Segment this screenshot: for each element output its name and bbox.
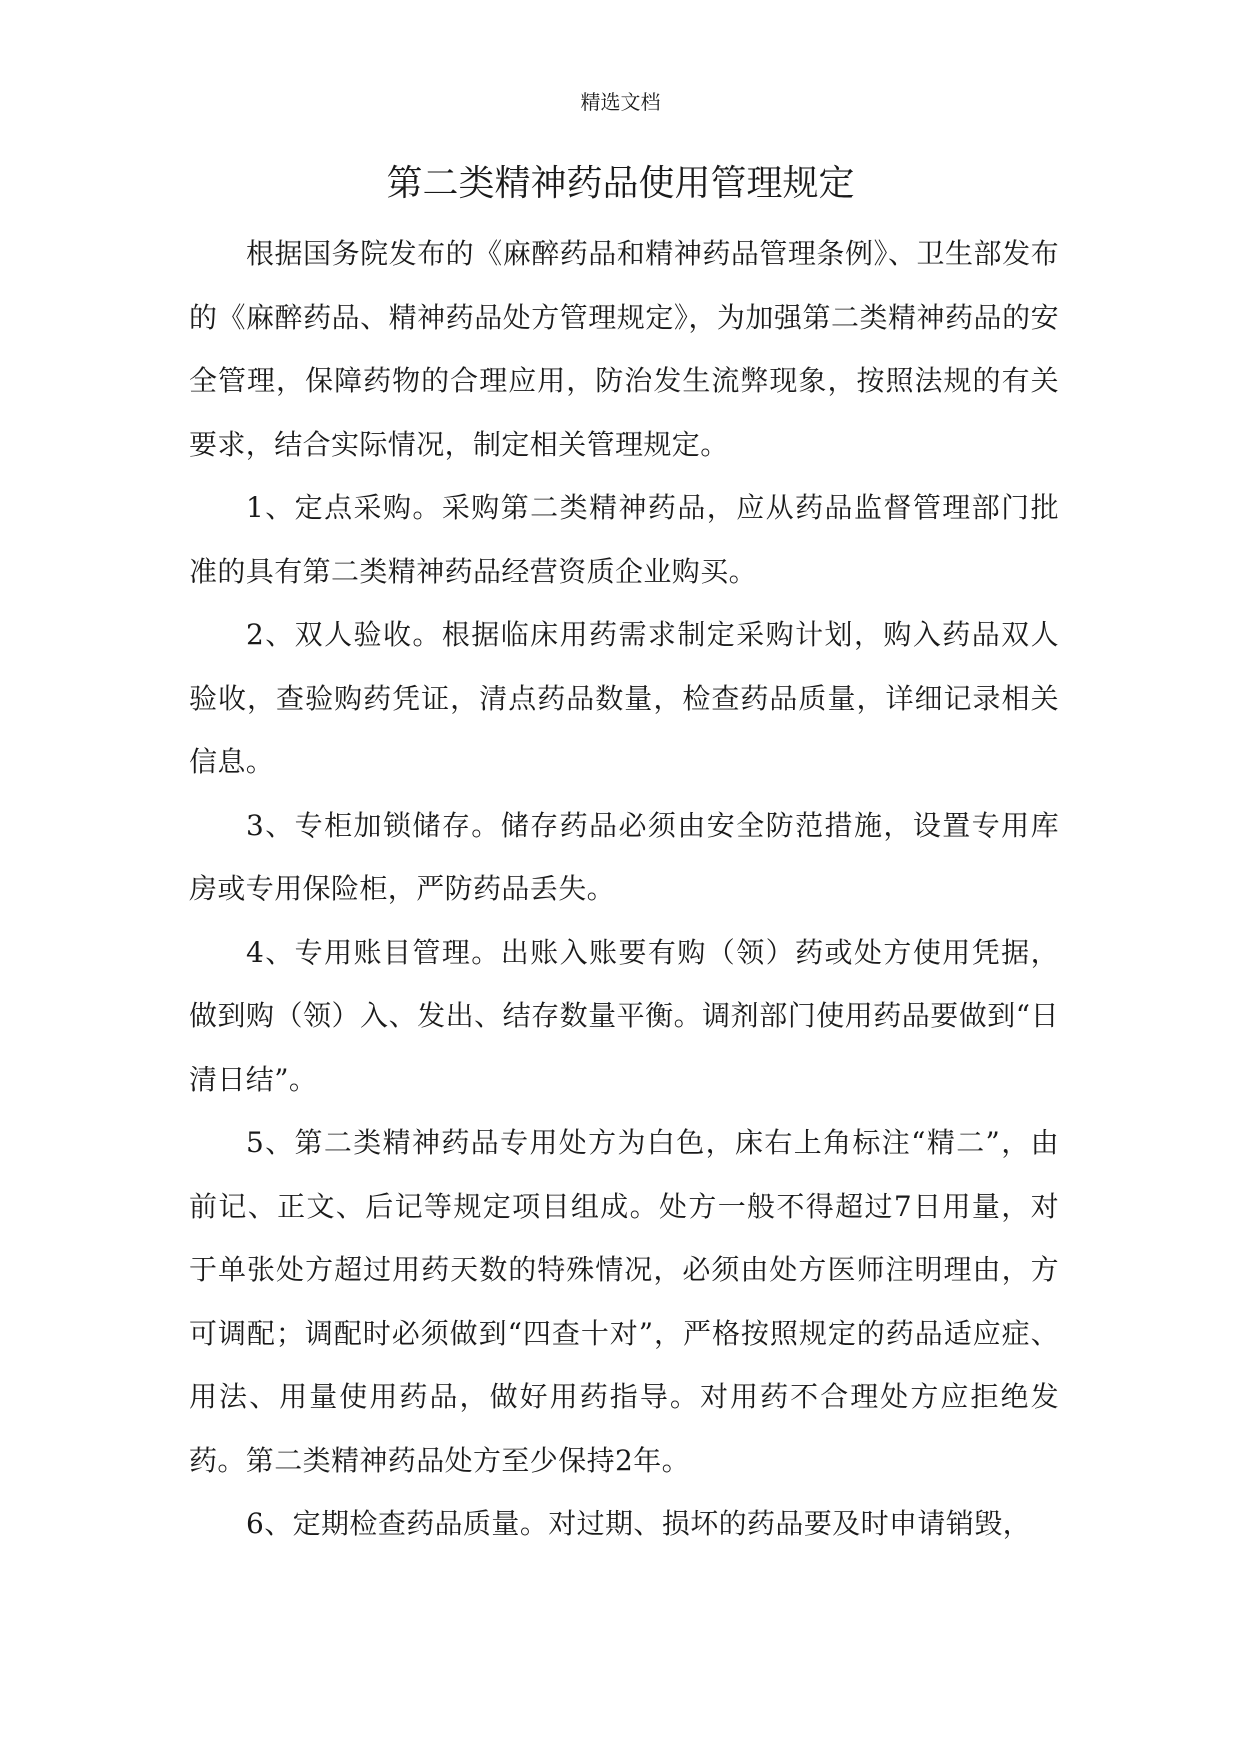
paragraph-intro: 根据国务院发布的《麻醉药品和精神药品管理条例》、卫生部发布的《麻醉药品、精神药品处方管理规定》，为加强第二类精神药品的安全管理，保障药物的合理应用，防治发生流弊现象，按照法规的有关要求，结合实际情况，制定相关管理规定。 <box>189 237 1059 461</box>
document-body <box>189 222 1059 1556</box>
page-header: 精选文档 <box>580 90 661 114</box>
paragraph-item-5: 5、第二类精神药品专用处方为白色，床右上角标注“精二”，由前记、正文、后记等规定项目组成。处方一般不得超过7日用量，对于单张处方超过用药天数的特殊情况，必须由处方医师注明理由，方可调配；调配时必须做到“四查十对”，严格按照规定的药品适应症、用法、用量使用药品，做好用药指导。对用药不合理处方应拒绝发药。第二类精神药品处方至少保持2年。 <box>189 1126 1059 1477</box>
paragraph-item-4: 4、专用账目管理。出账入账要有购（领）药或处方使用凭据，做到购（领）入、发出、结存数量平衡。调剂部门使用药品要做到“日清日结”。 <box>189 935 1059 1096</box>
document-title: 第二类精神药品使用管理规定 <box>386 163 855 204</box>
paragraph-item-1: 1、定点采购。采购第二类精神药品，应从药品监督管理部门批准的具有第二类精神药品经营资质企业购买。 <box>189 491 1059 588</box>
paragraph-item-6: 6、定期检查药品质量。对过期、损坏的药品要及时申请销毁， <box>246 1507 1032 1540</box>
paragraph-item-3: 3、专柜加锁储存。储存药品必须由安全防范措施，设置专用库房或专用保险柜，严防药品丢失。 <box>189 808 1059 905</box>
paragraph-item-2: 2、双人验收。根据临床用药需求制定采购计划，购入药品双人验收，查验购药凭证，清点药品数量，检查药品质量，详细记录相关信息。 <box>189 618 1059 778</box>
